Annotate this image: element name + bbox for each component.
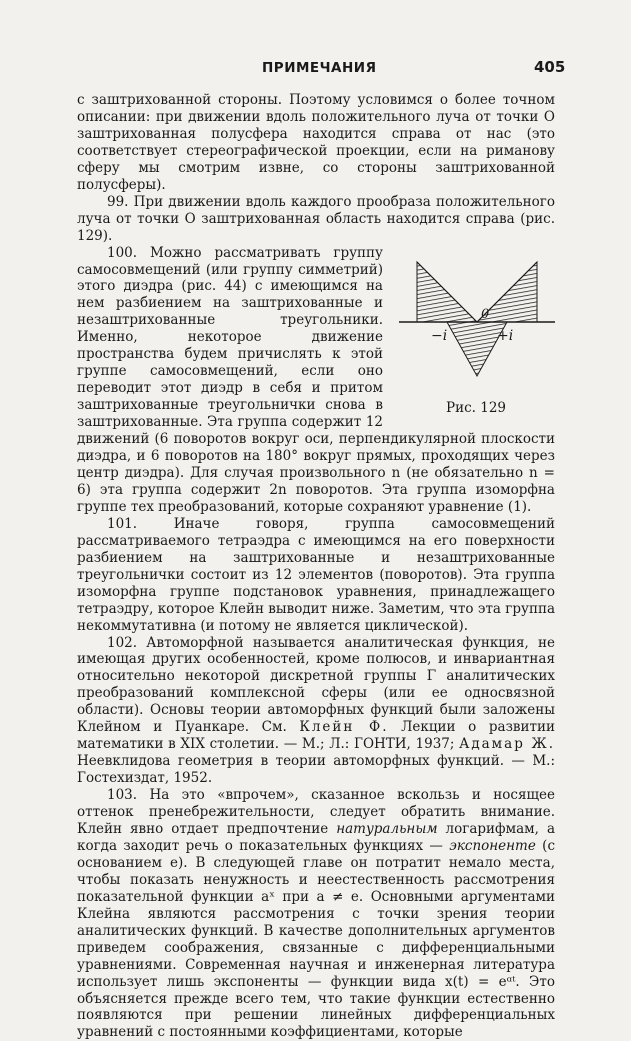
note-103 xyxy=(77,787,555,1041)
note-102-author-2: Адамар Ж. xyxy=(459,736,555,753)
label-origin: 0 xyxy=(481,306,490,322)
running-head: ПРИМЕЧАНИЯ xyxy=(262,60,377,76)
note-103-text-b: логарифмам, а когда заходит речь о показательных функциях — xyxy=(77,820,555,854)
label-minus-i: −i xyxy=(431,327,448,344)
figure-caption: Рис. 129 xyxy=(446,399,506,416)
note-continuation: с заштрихованной стороны. Поэтому условимся о более точном описании: при движении вдоль положительного луча от точки O заштрихованная полусфера находится справа от нас (это соответствует стереографической проекции, если на риманову сферу мы смотрим извне, со стороны заштрихованной полусферы). xyxy=(77,92,555,193)
note-102 xyxy=(77,635,555,788)
note-103-emphasis-2: экспоненте xyxy=(449,837,536,854)
page-number: 405 xyxy=(534,58,566,76)
notes-body xyxy=(77,92,555,1041)
note-100 xyxy=(77,245,555,516)
note-102-text-a: 102. Автоморфной называется аналитическая функция, не имеющая других особенностей, кроме полюсов, и инвариантная относительно некоторой дискретной группы Γ аналитических преобразований комплексной сферы (или ее односвязной области). Основы теории автоморфных функций были заложены Клейном и Пуанкаре. См. xyxy=(77,634,555,736)
note-102-text-b: Лекции о развитии математики в XIX столетии. — М.; Л.: ГОНТИ, 1937; xyxy=(77,719,555,753)
figure-129 xyxy=(391,250,561,426)
note-102-text-c: Неевклидова геометрия в теории автоморфных функций. — М.: Гостехиздат, 1952. xyxy=(77,753,555,787)
dihedron-diagram xyxy=(391,250,561,400)
note-103-emphasis-1: натуральным xyxy=(336,820,438,837)
note-102-author-1: Клейн Ф. xyxy=(299,719,389,736)
note-99: 99. При движении вдоль каждого прообраза положительного луча от точки O заштрихованная область находится справа (рис. 129). xyxy=(77,193,555,244)
page-header xyxy=(0,60,631,80)
note-103-text-c: (с основанием e). В следующей главе он потратит немало места, чтобы показать ненужность и неестественность рассмотрения показательной функции aˣ при a ≠ e. Основными аргументами Клейна являются рассмотрения с точки зрения теории аналитических функций. В качестве дополнительных аргументов приведем соображения, связанные с дифференциальными уравнениями. Современная научная и инженерная литература использует лишь экспоненты — функции вида x(t) = eᵅᵗ. Это объясняется прежде всего тем, что такие функции естественно появляются при решении линейных дифференциальных уравнений с постоянными коэффициентами, которые xyxy=(77,837,555,1041)
note-103-text-a: 103. На это «впрочем», сказанное вскользь и носящее оттенок пренебрежительности, следует обратить внимание. Клейн явно отдает предпочтение xyxy=(77,787,555,837)
note-100-text: 100. Можно рассматривать группу самосовмещений (или группу симметрий) этого диэдра (рис. 44) с имеющимся на нем разбиением на заштрихованные и незаштрихованные треугольники. Именно, некоторое движение пространства будем причислять к этой группе самосовмещений, если оно переводит этот диэдр в себя и притом заштрихованные треугольнички снова в заштрихованные. Эта группа содержит 12 движений (6 поворотов вокруг оси, перпендикулярной плоскости диэдра, и 6 поворотов на 180° вокруг прямых, проходящих через центр диэдра). Для случая произвольного n (не обязательно n = 6) эта группа содержит 2n поворотов. Эта группа изоморфна группе тех преобразований, которые сохраняют уравнение (1). xyxy=(77,244,555,515)
label-plus-i: +i xyxy=(497,327,514,344)
note-101: 101. Иначе говоря, группа самосовмещений рассматриваемого тетраэдра с имеющимся на его поверхности разбиением на заштрихованные и незаштрихованные треугольнички состоит из 12 элементов (поворотов). Эта группа изоморфна группе подстановок уравнения, принадлежащего тетраэдру, которое Клейн выводит ниже. Заметим, что эта группа некоммутативна (и потому не является циклической). xyxy=(77,515,555,634)
